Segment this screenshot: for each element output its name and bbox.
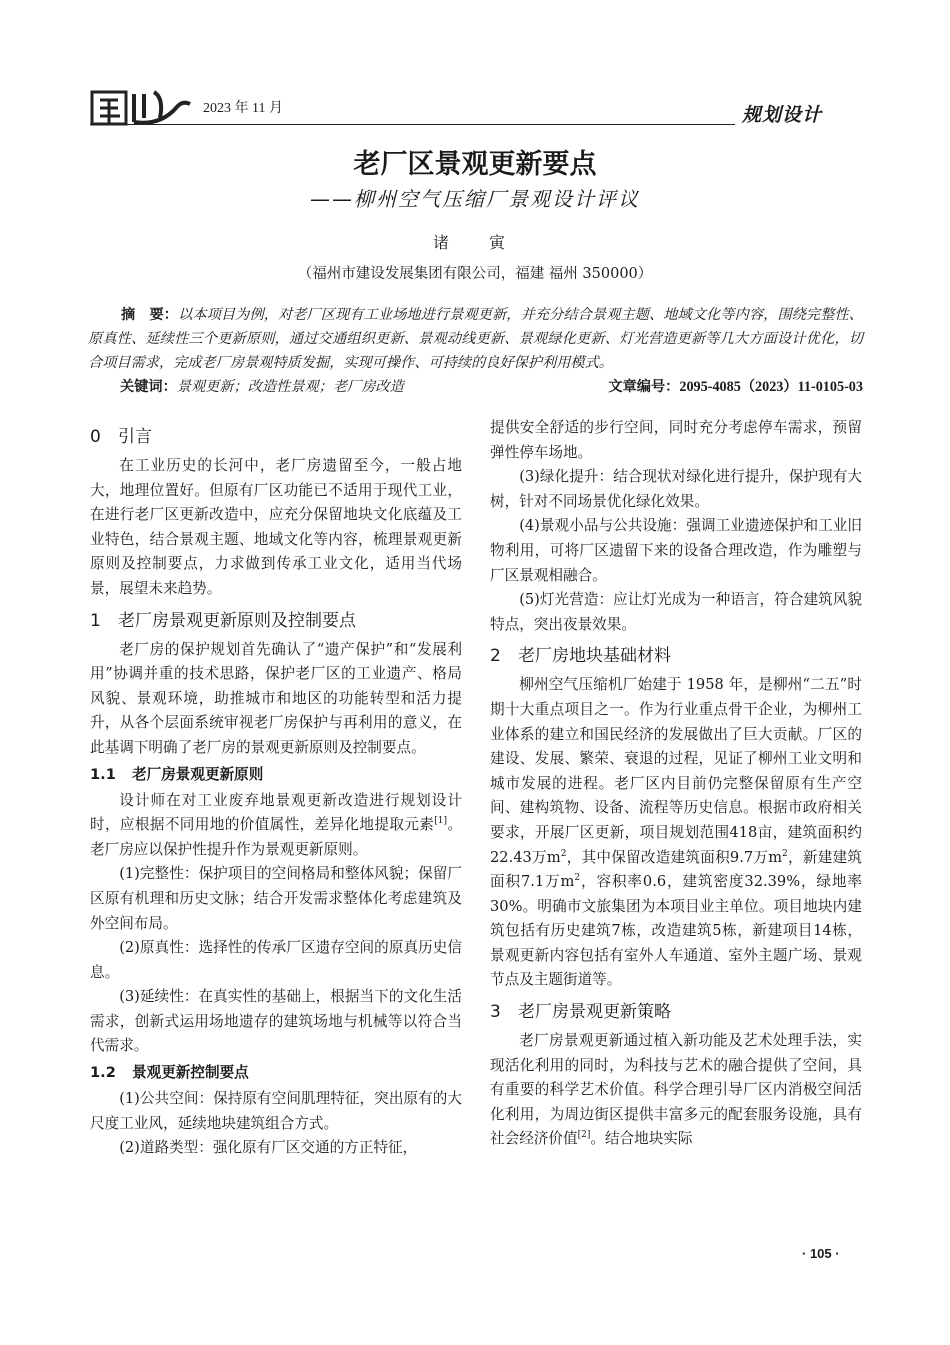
affiliation: （福州市建设发展集团有限公司，福建 福州 350000） bbox=[297, 266, 653, 282]
article-title: 老厂区景观更新要点 bbox=[353, 149, 597, 180]
subsection-heading: 1.1 老厂房景观更新原则 bbox=[90, 765, 264, 783]
page-number: · 105 · bbox=[802, 1246, 840, 1261]
journal-logo bbox=[90, 88, 195, 128]
list-item: (2)道路类型：强化原有厂区交通的方正特征， bbox=[119, 1139, 418, 1157]
citation: [2] bbox=[577, 1130, 591, 1141]
list-item: (5)灯光营造：应让灯光成为一种语言，符合建筑风貌特点，突出夜景效果。 bbox=[490, 591, 862, 633]
list-item: (3)延续性：在真实性的基础上，根据当下的文化生活需求，创新式运用场地遗存的建筑场地与机械等以符合当代需求。 bbox=[90, 988, 462, 1055]
keywords-text: 景观更新；改造性景观；老厂房改造 bbox=[176, 379, 404, 395]
keywords-label: 关键词： bbox=[120, 379, 177, 395]
list-item: (1)公共空间：保持原有空间肌理特征，突出原有的大尺度工业风，延续地块建筑组合方式。 bbox=[90, 1090, 462, 1132]
left-column bbox=[90, 418, 462, 1161]
list-item: (1)完整性：保护项目的空间格局和整体风貌；保留厂区原有机理和历史文脉；结合开发需求整体化考虑建筑及外空间布局。 bbox=[90, 865, 462, 932]
article-subtitle: ——柳州空气压缩厂景观设计评议 bbox=[310, 187, 640, 211]
paragraph: 老厂房景观更新通过植入新功能及艺术处理手法，实现活化利用的同时，为科技与艺术的融合提供了空间，具有重要的科学艺术价值。科学合理引导厂区内消极空间活化利用，为周边街区提供丰富多元的配套服务设施，具有社会经济价值[2]。结合地块实际 bbox=[490, 1032, 862, 1148]
abstract bbox=[88, 303, 863, 375]
issue-date: 2023 年 11 月 bbox=[203, 101, 283, 116]
section-label: 规划设计 bbox=[742, 104, 823, 126]
article-number: 文章编号：2095-4085（2023）11-0105-03 bbox=[608, 379, 863, 395]
list-item-continued: 提供安全舒适的步行空间，同时充分考虑停车需求，预留弹性停车场地。 bbox=[490, 419, 862, 461]
list-item: (4)景观小品与公共设施：强调工业遗迹保护和工业旧物利用，可将厂区遗留下来的设备合理改造，作为雕塑与厂区景观相融合。 bbox=[490, 517, 862, 584]
abstract-label: 摘 要： bbox=[121, 307, 179, 323]
paragraph: 老厂房的保护规划首先确认了“遗产保护”和“发展利用”协调并重的技术思路，保护老厂区的工业遗产、格局风貌、景观环境，助推城市和地区的功能转型和活力提升，从各个层面系统审视老厂房保护与再利用的意义，在此基调下明确了老厂房的景观更新原则及控制要点。 bbox=[90, 640, 462, 756]
header-rule bbox=[90, 124, 735, 125]
paragraph: 在工业历史的长河中，老厂房遗留至今，一般占地大，地理位置好。但原有厂区功能已不适用于现代工业，在进行老厂区更新改造中，应充分保留地块文化底蕴及工业特色，结合景观主题、地域文化等内容，梳理景观更新原则及控制要点，力求做到传承工业文化，适用当代场景，展望未来趋势。 bbox=[90, 457, 462, 597]
list-item: (2)原真性：选择性的传承厂区遗存空间的原真历史信息。 bbox=[90, 939, 462, 981]
right-column bbox=[490, 416, 862, 1152]
section-heading: 2 老厂房地块基础材料 bbox=[490, 646, 671, 667]
author: 诸 寅 bbox=[432, 233, 517, 252]
citation: [1] bbox=[434, 816, 448, 827]
abstract-text: 以本项目为例，对老厂区现有工业场地进行景观更新，并充分结合景观主题、地域文化等内容，围绕完整性、原真性、延续性三个更新原则，通过交通组织更新、景观动线更新、景观绿化更新、灯光营造更新等几大方面设计优化，切合项目需求，完成老厂房景观特质发掘，实现可操作、可持续的良好保护利用模式。 bbox=[88, 307, 863, 371]
section-heading: 1 老厂房景观更新原则及控制要点 bbox=[90, 610, 356, 631]
list-item: (3)绿化提升：结合现状对绿化进行提升，保护现有大树，针对不同场景优化绿化效果。 bbox=[490, 468, 862, 510]
subsection-heading: 1.2 景观更新控制要点 bbox=[90, 1064, 249, 1082]
paragraph: 柳州空气压缩机厂始建于 1958 年，是柳州“二五”时期十大重点项目之一。作为行业重点骨干企业，为柳州工业体系的建立和国民经济的发展做出了巨大贡献。厂区的建设、发展、繁荣、衰退的过程，见证了柳州工业文明和城市发展的进程。老厂区内目前仍完整保留原有生产空间、建构筑物、设备、流程等历史信息。根据市政府相关要求，开展厂区更新，项目规划范围418亩，建筑面积约22.43万$m^2$，其中保留改造建筑面积9.7万$m^2$，新建建筑面积7.1万$m^2$，容积率0.6，建筑密度32.39%，绿地率30%。明确市文旅集团为本项目业主单位。项目地块内建筑包括有历史建筑7栋，改造建筑5栋，新建项目14栋，景观更新内容包括有室外人车通道、室外主题广场、景观节点及主题街道等。 bbox=[490, 676, 862, 989]
section-heading: 0 引言 bbox=[90, 427, 152, 447]
section-heading: 3 老厂房景观更新策略 bbox=[490, 1002, 671, 1023]
paragraph: 设计师在对工业废弃地景观更新改造进行规划设计时，应根据不同用地的价值属性，差异化地提取元素[1]。老厂房应以保护性提升作为景观更新原则。 bbox=[90, 791, 462, 858]
